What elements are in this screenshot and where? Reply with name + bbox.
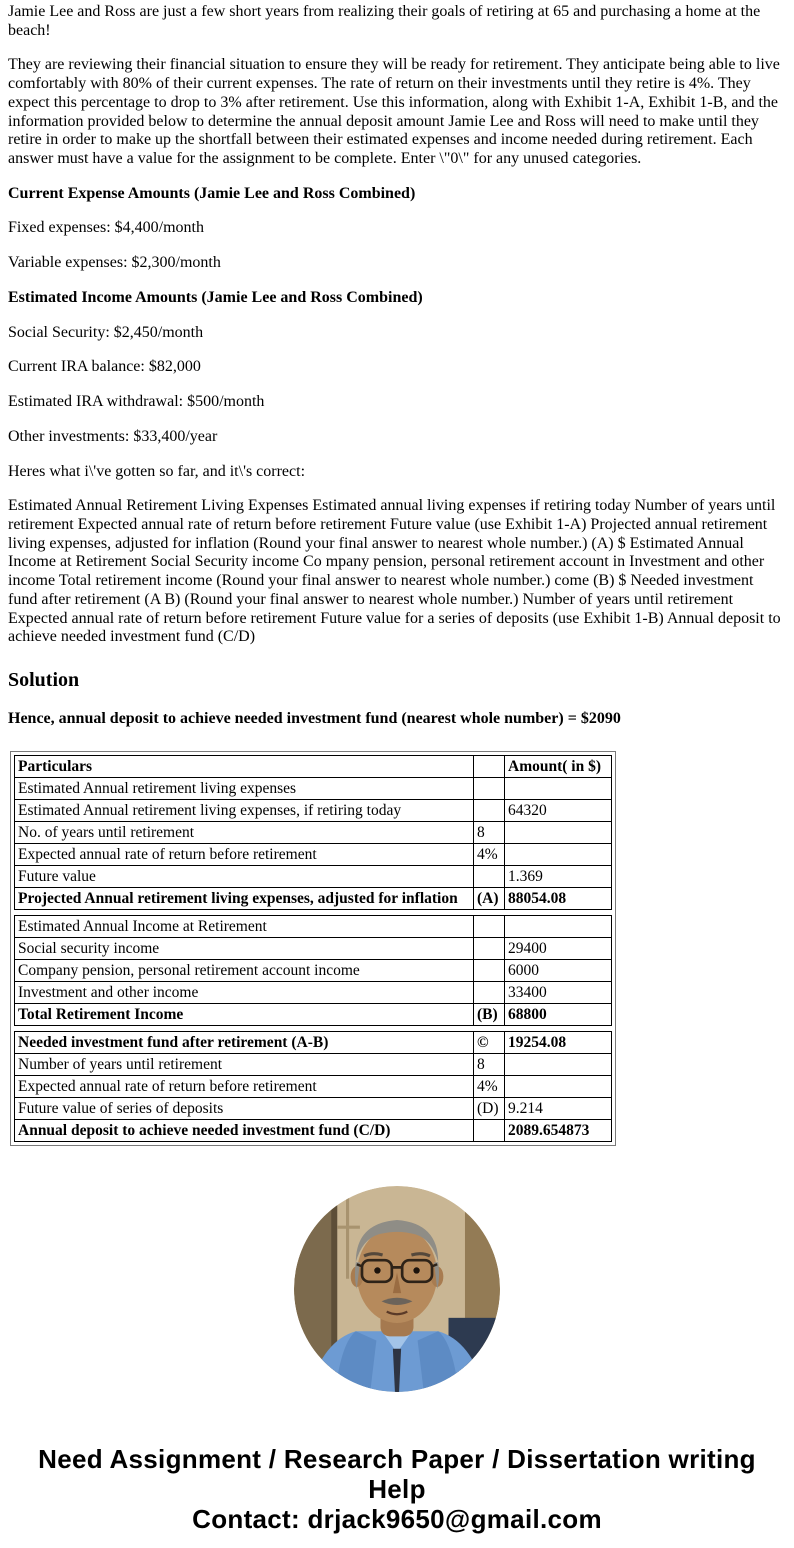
avatar-section <box>8 1186 786 1392</box>
table-group <box>14 755 612 910</box>
table-row <box>15 844 612 866</box>
income-item-ira-withdrawal: Estimated IRA withdrawal: $500/month <box>8 393 265 411</box>
particulars-cell: No. of years until retirement <box>15 822 474 844</box>
amount-cell <box>505 778 612 800</box>
help-heading: Need Assignment / Research Paper / Dissertation writing Help <box>38 1443 756 1504</box>
table-row <box>15 866 612 888</box>
particulars-cell: Expected annual rate of return before retirement <box>15 844 474 866</box>
particulars-cell: Company pension, personal retirement account income <box>15 960 474 982</box>
amount-cell: 64320 <box>505 800 612 822</box>
ref-cell: © <box>474 1032 505 1054</box>
ref-cell <box>474 982 505 1004</box>
ref-cell: (D) <box>474 1098 505 1120</box>
income-item-other-investments: Other investments: $33,400/year <box>8 427 218 445</box>
amount-cell: Amount( in $) <box>505 756 612 778</box>
table-row <box>15 778 612 800</box>
contact-email: Contact: drjack9650@gmail.com <box>192 1504 602 1535</box>
ref-cell <box>474 938 505 960</box>
solution-heading: Solution <box>8 668 80 691</box>
amount-cell: 9.214 <box>505 1098 612 1120</box>
ref-cell <box>474 800 505 822</box>
table-row <box>15 822 612 844</box>
amount-cell <box>505 822 612 844</box>
particulars-cell: Projected Annual retirement living expenses, adjusted for inflation <box>15 888 474 910</box>
income-heading: Estimated Income Amounts (Jamie Lee and Ross Combined) <box>8 288 423 306</box>
particulars-cell: Investment and other income <box>15 982 474 1004</box>
table-row <box>15 1054 612 1076</box>
particulars-cell: Estimated Annual retirement living expenses <box>15 778 474 800</box>
income-item-ira-balance: Current IRA balance: $82,000 <box>8 358 201 376</box>
amount-cell: 68800 <box>505 1004 612 1026</box>
ref-cell: (B) <box>474 1004 505 1026</box>
ref-cell <box>474 778 505 800</box>
solution-table <box>10 751 616 1146</box>
table-group <box>14 1031 612 1142</box>
expenses-heading: Current Expense Amounts (Jamie Lee and Ross Combined) <box>8 184 416 202</box>
solution-statement: Hence, annual deposit to achieve needed investment fund (nearest whole number) = $2090 <box>8 710 621 728</box>
amount-cell: 29400 <box>505 938 612 960</box>
particulars-cell: Needed investment fund after retirement (A-B) <box>15 1032 474 1054</box>
particulars-cell: Number of years until retirement <box>15 1054 474 1076</box>
amount-cell: 2089.654873 <box>505 1120 612 1142</box>
ref-cell <box>474 866 505 888</box>
table-row <box>15 916 612 938</box>
table-row <box>15 960 612 982</box>
amount-cell: 88054.08 <box>505 888 612 910</box>
table-row <box>15 1076 612 1098</box>
particulars-cell: Future value of series of deposits <box>15 1098 474 1120</box>
table-group <box>14 915 612 1026</box>
instructions-paragraph: They are reviewing their financial situation to ensure they will be ready for retirement. They anticipate being able to live comfortably with 80% of their current expenses. The rate of return on their investments until they retire is 4%. They expect this percentage to drop to 3% after retirement. Use this information, along with Exhibit 1-A, Exhibit 1-B, and the information provided below to determine the annual deposit amount Jamie Lee and Ross will need to make until they retire in order to make up the shortfall between their estimated expenses and income needed during retirement. Each answer must have a value for the assignment to be complete. Enter \"0\" for any unused categories. <box>8 56 780 168</box>
particulars-cell: Annual deposit to achieve needed investment fund (C/D) <box>15 1120 474 1142</box>
ref-cell <box>474 916 505 938</box>
amount-cell: 33400 <box>505 982 612 1004</box>
ref-cell <box>474 1120 505 1142</box>
expense-item-fixed: Fixed expenses: $4,400/month <box>8 219 204 237</box>
intro-paragraph: Jamie Lee and Ross are just a few short years from realizing their goals of retiring at 65 and purchasing a home at the beach! <box>8 3 761 39</box>
ref-cell: 8 <box>474 822 505 844</box>
amount-cell <box>505 916 612 938</box>
amount-cell <box>505 844 612 866</box>
particulars-cell: Expected annual rate of return before retirement <box>15 1076 474 1098</box>
amount-cell: 19254.08 <box>505 1032 612 1054</box>
particulars-cell: Particulars <box>15 756 474 778</box>
progress-note: Heres what i\'ve gotten so far, and it\'s correct: <box>8 462 306 480</box>
amount-cell <box>505 1054 612 1076</box>
ref-cell: 4% <box>474 1076 505 1098</box>
expense-item-variable: Variable expenses: $2,300/month <box>8 254 221 272</box>
table-row <box>15 1098 612 1120</box>
amount-cell: 1.369 <box>505 866 612 888</box>
worksheet-paragraph: Estimated Annual Retirement Living Expenses Estimated annual living expenses if retiring today Number of years until retirement Expected annual rate of return before retirement Future value (use Exhibit 1-A) Projected annual retirement living expenses, adjusted for inflation (Round your final answer to nearest whole number.) (A) $ Estimated Annual Income at Retirement Social Security income Co mpany pension, personal retirement account in Investment and other income Total retirement income (Round your final answer to nearest whole number.) come (B) $ Needed investment fund after retirement (A B) (Round your final answer to nearest whole number.) Number of years until retirement Expected annual rate of return before retirement Future value for a series of deposits (use Exhibit 1-B) Annual deposit to achieve needed investment fund (C/D) <box>8 497 781 646</box>
amount-cell: 6000 <box>505 960 612 982</box>
table-row <box>15 800 612 822</box>
particulars-cell: Estimated Annual retirement living expenses, if retiring today <box>15 800 474 822</box>
table-row <box>15 888 612 910</box>
table-row <box>15 756 612 778</box>
particulars-cell: Future value <box>15 866 474 888</box>
table-row <box>15 938 612 960</box>
ref-cell <box>474 756 505 778</box>
table-row <box>15 982 612 1004</box>
amount-cell <box>505 1076 612 1098</box>
footer <box>27 1444 767 1534</box>
ref-cell: (A) <box>474 888 505 910</box>
ref-cell: 4% <box>474 844 505 866</box>
ref-cell: 8 <box>474 1054 505 1076</box>
particulars-cell: Total Retirement Income <box>15 1004 474 1026</box>
particulars-cell: Social security income <box>15 938 474 960</box>
table-row <box>15 1120 612 1142</box>
table-row <box>15 1004 612 1026</box>
table-row <box>15 1032 612 1054</box>
particulars-cell: Estimated Annual Income at Retirement <box>15 916 474 938</box>
person-photo <box>294 1186 500 1392</box>
document <box>8 3 786 1534</box>
income-item-social-security: Social Security: $2,450/month <box>8 323 204 341</box>
ref-cell <box>474 960 505 982</box>
